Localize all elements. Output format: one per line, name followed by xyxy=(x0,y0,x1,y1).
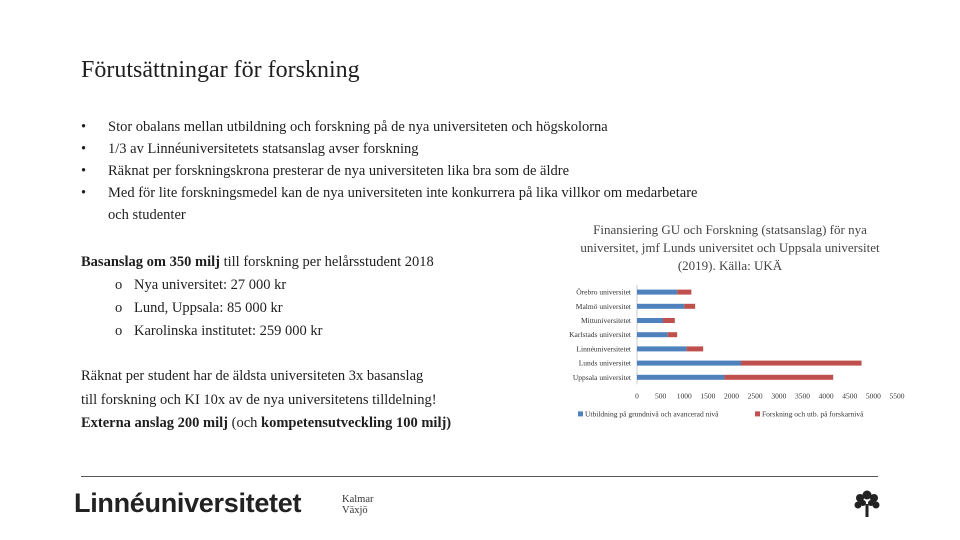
legend-label: Utbildning på grundnivå och avancerad nivå xyxy=(585,409,719,419)
footer-divider xyxy=(81,476,878,477)
basanslag-item-text: Nya universitet: 27 000 kr xyxy=(134,277,287,293)
chart-title: Finansiering GU och Forskning (statsanslag) för nya universitet, jmf Lunds universitet och Uppsala universitet (2019). Källa: UKÄ xyxy=(580,222,880,273)
bar-segment xyxy=(663,318,675,323)
legend-swatch xyxy=(755,411,760,416)
basanslag-item-text: Karolinska institutet: 259 000 kr xyxy=(134,323,323,339)
bar-segment xyxy=(724,375,833,380)
bar-segment xyxy=(637,332,668,337)
x-tick-label: 0 xyxy=(635,391,639,401)
bar-segment xyxy=(677,290,691,295)
logo-campus-names xyxy=(342,494,374,516)
x-tick-label: 1500 xyxy=(700,391,716,401)
bullet-marker: • xyxy=(81,163,87,179)
x-tick-label: 4500 xyxy=(842,391,858,401)
bar-segment xyxy=(637,375,724,380)
university-logo: Linnéuniversitetet xyxy=(74,488,302,518)
bar-segment xyxy=(684,304,695,309)
bullet-item xyxy=(81,138,701,160)
x-tick-label: 500 xyxy=(655,391,667,401)
category-label: Uppsala universitet xyxy=(572,372,631,382)
bullet-text: 1/3 av Linnéuniversitetets statsanslag avser forskning xyxy=(108,141,419,157)
bar-segment xyxy=(637,361,741,366)
student-line-3 xyxy=(81,412,451,436)
legend-label: Forskning och utb. på forskarnivå xyxy=(762,409,864,419)
student-line-2: till forskning och KI 10x av de nya universitetens tilldelning! xyxy=(81,391,437,408)
stacked-bar-chart xyxy=(540,280,920,430)
legend-swatch xyxy=(578,411,583,416)
x-tick-label: 5000 xyxy=(865,391,881,401)
bar-segment xyxy=(668,332,677,337)
bullet-marker: • xyxy=(81,185,87,201)
external-grants-mid: (och xyxy=(228,415,262,431)
bullet-item xyxy=(81,116,701,138)
x-tick-label: 5500 xyxy=(889,391,905,401)
category-label: Lunds universitet xyxy=(578,358,631,368)
sub-marker: o xyxy=(115,323,123,339)
slide-title: Förutsättningar för forskning xyxy=(81,57,360,83)
category-label: Karlstads universitet xyxy=(569,330,631,340)
basanslag-lead-bold: Basanslag om 350 milj xyxy=(81,254,220,270)
bullet-text: Stor obalans mellan utbildning och forskning på de nya universiteten och högskolorna xyxy=(108,119,608,135)
category-label: Malmö universitet xyxy=(575,301,631,311)
sub-marker: o xyxy=(115,277,123,293)
bullet-item xyxy=(81,182,701,226)
x-tick-label: 3500 xyxy=(794,391,810,401)
bar-segment xyxy=(637,346,687,351)
bullet-item xyxy=(81,160,701,182)
bar-segment xyxy=(637,304,684,309)
student-block xyxy=(81,365,451,436)
bullet-list xyxy=(81,116,701,226)
basanslag-item xyxy=(81,320,434,343)
x-tick-label: 3000 xyxy=(771,391,787,401)
category-label: Mittuniversitetet xyxy=(581,316,631,325)
x-tick-label: 4000 xyxy=(818,391,834,401)
basanslag-lead-rest: till forskning per helårsstudent 2018 xyxy=(219,254,434,270)
basanslag-item-text: Lund, Uppsala: 85 000 kr xyxy=(134,300,283,316)
x-tick-label: 2000 xyxy=(724,391,740,401)
bar-segment xyxy=(687,346,704,351)
bullet-text: Räknat per forskningskrona presterar de nya universiteten lika bra som de äldre xyxy=(108,163,570,179)
category-label: Linnéuniversitetet xyxy=(576,344,631,354)
bar-segment xyxy=(637,318,663,323)
basanslag-lead xyxy=(81,251,434,274)
bullet-text: Med för lite forskningsmedel kan de nya universiteten inte konkurrera på lika villkor om medarbetare och studenter xyxy=(108,185,698,223)
student-line-1: Räknat per student har de äldsta universiteten 3x basanslag xyxy=(81,368,424,384)
sub-marker: o xyxy=(115,300,123,316)
basanslag-block xyxy=(81,251,434,343)
tree-logo-icon xyxy=(852,488,882,518)
bullet-marker: • xyxy=(81,141,87,157)
bullet-marker: • xyxy=(81,119,87,135)
x-tick-label: 1000 xyxy=(676,391,692,401)
bar-segment xyxy=(741,361,862,366)
basanslag-item xyxy=(81,297,434,320)
basanslag-item xyxy=(81,274,434,297)
logo-campus-kalmar: Kalmar xyxy=(342,494,374,505)
logo-campus-vaxjo: Växjö xyxy=(342,505,368,516)
external-grants-bold: Externa anslag 200 milj xyxy=(81,415,229,431)
bar-segment xyxy=(637,290,677,295)
x-tick-label: 2500 xyxy=(747,391,763,401)
competence-dev-bold: kompetensutveckling 100 milj) xyxy=(261,415,452,431)
category-label: Örebro universitet xyxy=(576,287,631,297)
